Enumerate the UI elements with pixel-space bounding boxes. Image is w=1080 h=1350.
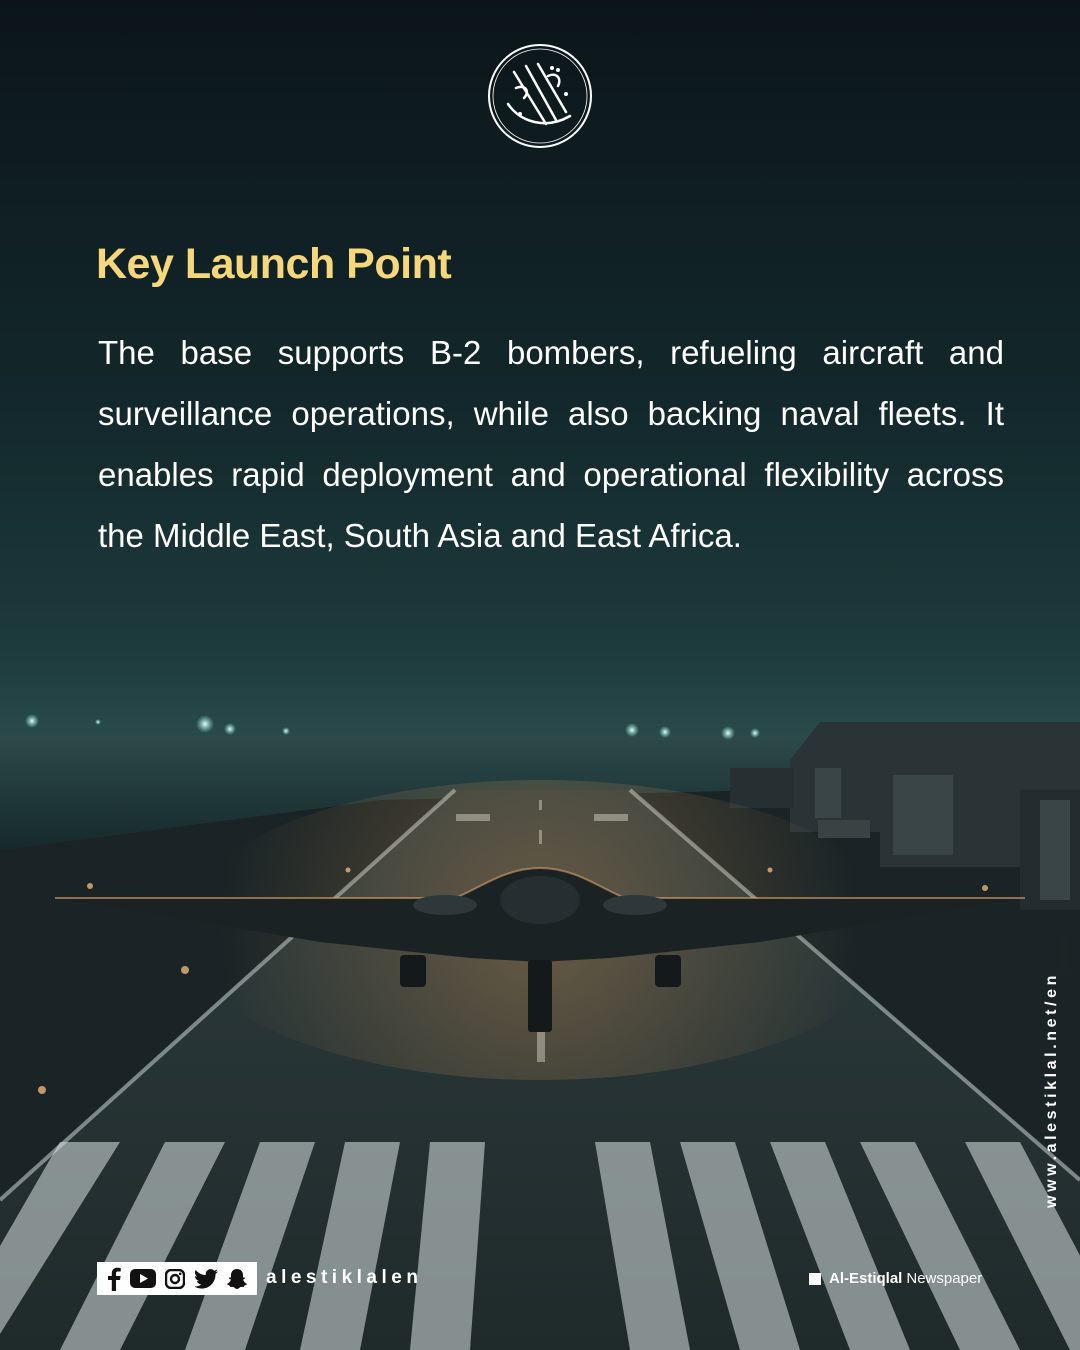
- calligraphy-logo: [486, 42, 594, 150]
- youtube-icon[interactable]: [130, 1269, 156, 1288]
- social-handle: alestiklalen: [266, 1267, 423, 1288]
- brand-suffix: Newspaper: [906, 1270, 983, 1287]
- brand-square-icon: [809, 1273, 821, 1285]
- instagram-icon[interactable]: [165, 1269, 185, 1289]
- social-icons-bar: [97, 1262, 257, 1295]
- snapchat-icon[interactable]: [226, 1268, 248, 1290]
- twitter-icon[interactable]: [194, 1269, 218, 1289]
- website-url: www.alestiklal.net/en: [1043, 972, 1060, 1208]
- brand-name: Al-Estiqlal: [829, 1270, 903, 1287]
- headline: Key Launch Point: [96, 240, 452, 288]
- facebook-icon[interactable]: [106, 1267, 122, 1291]
- brand-label: [809, 1270, 982, 1287]
- body-paragraph: The base supports B-2 bombers, refueling aircraft and surveillance operations, while also backing naval fleets. It enables rapid deployment and operational flexibility across the Middle East, South Asia and East Africa.: [98, 334, 1004, 554]
